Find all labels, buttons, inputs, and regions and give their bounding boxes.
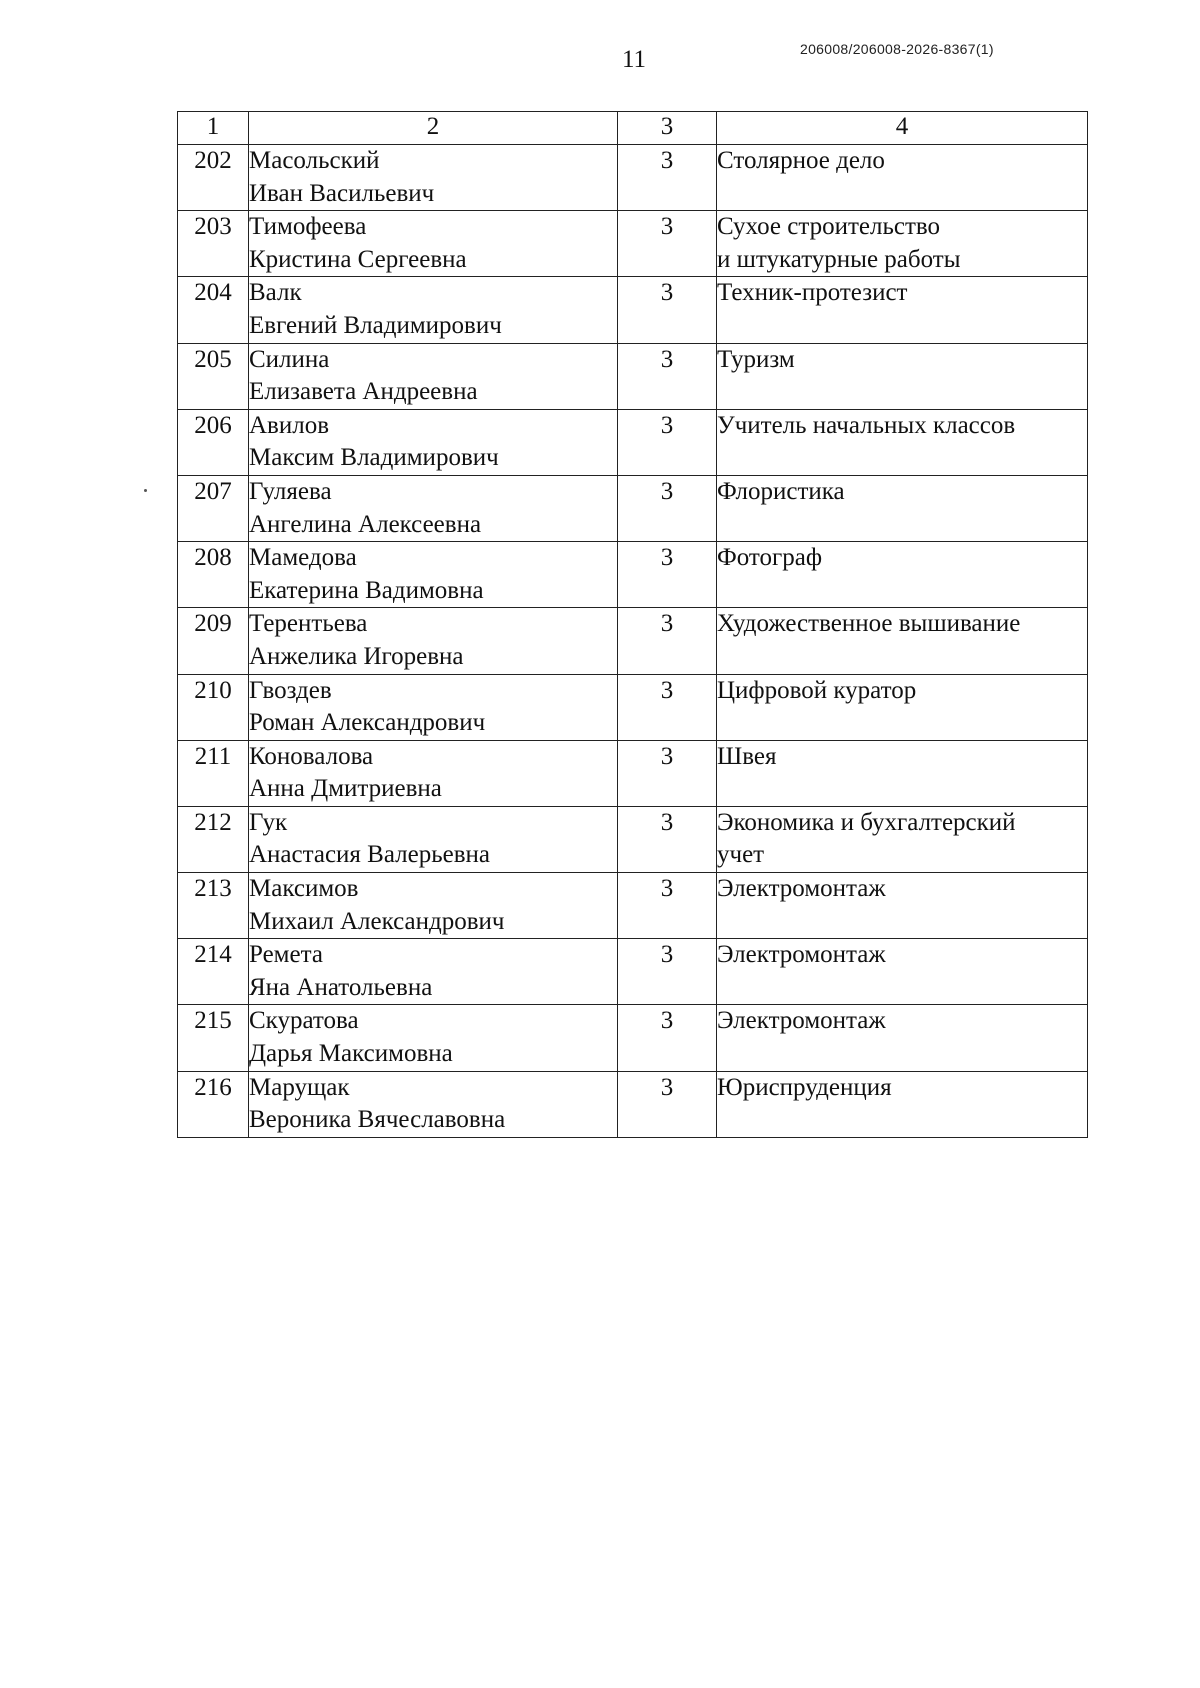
specialty-line: Швея [717, 742, 777, 770]
column-header-number: 1 [178, 112, 249, 145]
row-number: 210 [178, 674, 249, 740]
specialty-line: Электромонтаж [717, 875, 886, 903]
specialty-line: Флористика [717, 477, 845, 505]
person-given-names: Екатерина Вадимовна [249, 576, 484, 604]
person-surname: Гуляева [249, 477, 332, 505]
table-row [178, 1071, 1088, 1137]
specialty-cell [717, 806, 1088, 872]
row-number: 216 [178, 1071, 249, 1137]
row-number: 209 [178, 608, 249, 674]
table-row [178, 608, 1088, 674]
specialty-line: Экономика и бухгалтерский [717, 808, 1016, 836]
row-number: 203 [178, 211, 249, 277]
table-row [178, 939, 1088, 1005]
person-given-names: Елизавета Андреевна [249, 378, 478, 406]
registry-table [177, 111, 1088, 1138]
person-given-names: Максим Владимирович [249, 444, 499, 472]
row-number: 213 [178, 873, 249, 939]
specialty-line: учет [717, 841, 765, 869]
column-header-category: 3 [618, 112, 717, 145]
specialty-line: Сухое строительство [717, 213, 941, 241]
specialty-line: Юриспруденция [717, 1073, 892, 1101]
category-cell: 3 [618, 608, 717, 674]
category-cell: 3 [618, 1071, 717, 1137]
person-given-names: Анжелика Игоревна [249, 642, 464, 670]
person-name-cell [249, 542, 618, 608]
specialty-cell [717, 475, 1088, 541]
specialty-cell [717, 873, 1088, 939]
specialty-cell [717, 674, 1088, 740]
category-cell: 3 [618, 211, 717, 277]
person-name-cell [249, 277, 618, 343]
specialty-line: Электромонтаж [717, 1007, 886, 1035]
specialty-cell [717, 542, 1088, 608]
specialty-line: Художественное вышивание [717, 610, 1021, 638]
table-row [178, 277, 1088, 343]
category-cell: 3 [618, 806, 717, 872]
row-number: 211 [178, 740, 249, 806]
category-cell: 3 [618, 873, 717, 939]
person-given-names: Ангелина Алексеевна [249, 510, 482, 538]
person-given-names: Евгений Владимирович [249, 311, 502, 339]
person-surname: Гук [249, 808, 288, 836]
person-given-names: Дарья Максимовна [249, 1040, 453, 1068]
person-name-cell [249, 1005, 618, 1071]
person-name-cell [249, 674, 618, 740]
table-row [178, 674, 1088, 740]
category-cell: 3 [618, 277, 717, 343]
person-surname: Марущак [249, 1073, 350, 1101]
row-number: 215 [178, 1005, 249, 1071]
person-name-cell [249, 740, 618, 806]
specialty-line: Электромонтаж [717, 941, 886, 969]
column-header-name: 2 [249, 112, 618, 145]
category-cell: 3 [618, 1005, 717, 1071]
category-cell: 3 [618, 939, 717, 1005]
category-cell: 3 [618, 343, 717, 409]
table-body [178, 145, 1088, 1138]
specialty-line: Фотограф [717, 544, 823, 572]
person-given-names: Кристина Сергеевна [249, 245, 467, 273]
person-given-names: Вероника Вячеславовна [249, 1106, 506, 1134]
person-given-names: Анастасия Валерьевна [249, 841, 491, 869]
specialty-cell [717, 277, 1088, 343]
person-name-cell [249, 475, 618, 541]
row-number: 212 [178, 806, 249, 872]
person-surname: Ремета [249, 941, 323, 969]
person-name-cell [249, 806, 618, 872]
person-name-cell [249, 939, 618, 1005]
table-row [178, 740, 1088, 806]
specialty-cell [717, 1005, 1088, 1071]
person-surname: Силина [249, 345, 330, 373]
table-header-row [178, 112, 1088, 145]
table-row [178, 211, 1088, 277]
specialty-line: и штукатурные работы [717, 245, 961, 273]
row-number: 206 [178, 409, 249, 475]
specialty-cell [717, 740, 1088, 806]
row-number: 214 [178, 939, 249, 1005]
person-surname: Масольский [249, 147, 380, 174]
person-given-names: Роман Александрович [249, 709, 486, 737]
category-cell: 3 [618, 740, 717, 806]
person-surname: Скуратова [249, 1007, 359, 1035]
person-surname: Авилов [249, 411, 330, 439]
specialty-line: Цифровой куратор [717, 676, 917, 704]
specialty-cell [717, 409, 1088, 475]
person-name-cell [249, 145, 618, 211]
category-cell: 3 [618, 674, 717, 740]
person-name-cell [249, 873, 618, 939]
table-row [178, 145, 1088, 211]
person-name-cell [249, 211, 618, 277]
margin-mark [144, 489, 147, 492]
person-given-names: Иван Васильевич [249, 179, 435, 207]
table-row [178, 806, 1088, 872]
specialty-line: Техник-протезист [717, 279, 908, 307]
row-number: 202 [178, 145, 249, 211]
specialty-line: Туризм [717, 345, 795, 373]
person-surname: Максимов [249, 875, 359, 903]
category-cell: 3 [618, 475, 717, 541]
table-row [178, 343, 1088, 409]
table-row [178, 1005, 1088, 1071]
person-name-cell [249, 343, 618, 409]
person-given-names: Яна Анатольевна [249, 973, 433, 1001]
category-cell: 3 [618, 542, 717, 608]
person-surname: Коновалова [249, 742, 374, 770]
specialty-cell [717, 211, 1088, 277]
person-name-cell [249, 608, 618, 674]
row-number: 205 [178, 343, 249, 409]
specialty-cell [717, 145, 1088, 211]
person-surname: Мамедова [249, 544, 357, 572]
document-id: 206008/206008-2026-8367(1) [800, 41, 994, 57]
person-name-cell [249, 1071, 618, 1137]
specialty-line: Учитель начальных классов [717, 411, 1016, 439]
column-header-specialty: 4 [717, 112, 1088, 145]
page-number: 11 [621, 46, 647, 73]
row-number: 207 [178, 475, 249, 541]
table-row [178, 409, 1088, 475]
category-cell: 3 [618, 409, 717, 475]
person-surname: Гвоздев [249, 676, 332, 704]
person-name-cell [249, 409, 618, 475]
specialty-cell [717, 1071, 1088, 1137]
category-cell: 3 [618, 145, 717, 211]
person-given-names: Анна Дмитриевна [249, 775, 442, 803]
specialty-line: Столярное дело [717, 147, 885, 174]
specialty-cell [717, 939, 1088, 1005]
person-surname: Валк [249, 279, 302, 307]
row-number: 208 [178, 542, 249, 608]
table-row [178, 542, 1088, 608]
row-number: 204 [178, 277, 249, 343]
table-row [178, 873, 1088, 939]
person-given-names: Михаил Александрович [249, 907, 505, 935]
person-surname: Терентьева [249, 610, 368, 638]
person-surname: Тимофеева [249, 213, 367, 241]
table-row [178, 475, 1088, 541]
specialty-cell [717, 608, 1088, 674]
specialty-cell [717, 343, 1088, 409]
